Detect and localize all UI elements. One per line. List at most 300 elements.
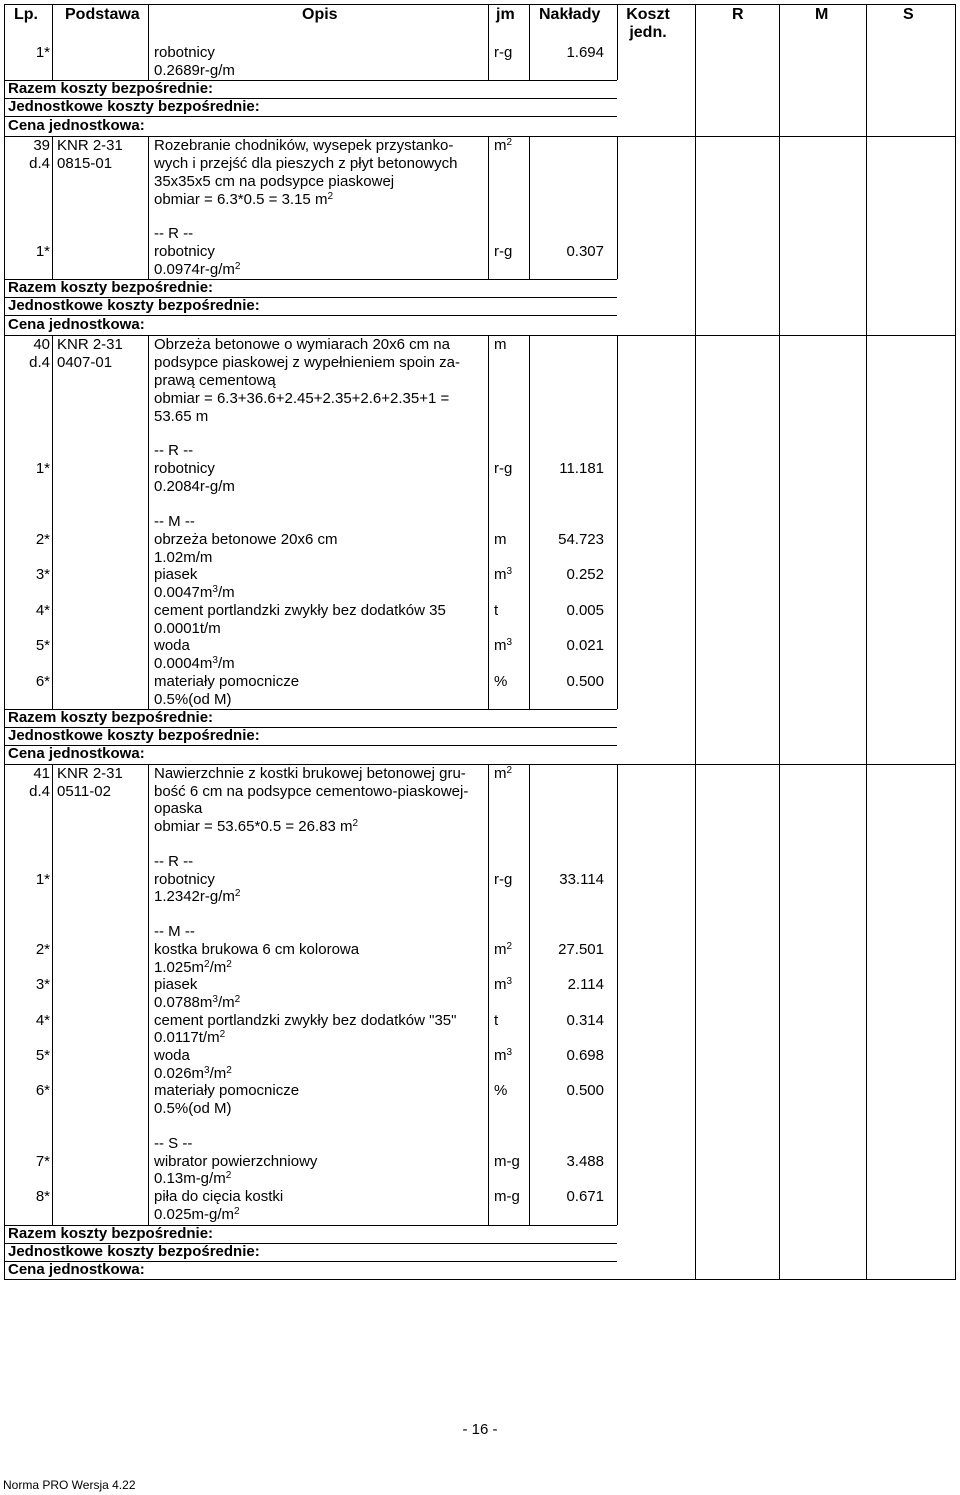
- naklady-value: 0.698: [566, 1047, 604, 1064]
- row-opis: [154, 225, 193, 243]
- page-number: - 16 -: [462, 1421, 498, 1438]
- row-opis: [154, 941, 359, 959]
- opis-text: Obrzeża betonowe o wymiarach 20x6 cm na: [154, 336, 450, 353]
- opis-text: 0.0001t/m: [154, 620, 221, 637]
- summary-label: [8, 709, 213, 727]
- opis-text: Rozebranie chodników, wysepek przystanko-: [154, 137, 454, 154]
- opis-tail: /m: [209, 959, 227, 976]
- row-lp: [4, 941, 50, 959]
- opis-text: 1.2342r-g/m: [154, 888, 235, 905]
- lp-text: 2*: [35, 531, 50, 548]
- row-jm: [494, 44, 512, 62]
- row-jm: [494, 1188, 520, 1206]
- row-opis: [154, 976, 197, 994]
- opis-text: wibrator powierzchniowy: [154, 1153, 318, 1170]
- jm-text: m: [494, 941, 507, 958]
- row-lp: [4, 336, 50, 354]
- grid-line: [617, 136, 618, 279]
- row-opis: [154, 923, 195, 941]
- summary-label: [8, 745, 145, 763]
- naklady-value: 0.252: [566, 566, 604, 583]
- row-jm: [494, 1047, 512, 1065]
- naklady-value: 0.307: [566, 243, 604, 260]
- opis-text: 35x35x5 cm na podsypce piaskowej: [154, 173, 395, 190]
- summary-text: Razem koszty bezpośrednie:: [8, 279, 214, 296]
- opis-text: robotnicy: [154, 871, 215, 888]
- jm-superscript: 2: [506, 941, 513, 952]
- opis-superscript: 2: [234, 888, 241, 899]
- opis-text: opaska: [154, 800, 203, 817]
- opis-text: 0.0117t/m: [154, 1029, 220, 1046]
- podstawa-text: KNR 2-31: [57, 336, 123, 353]
- row-lp: [4, 637, 50, 655]
- row-naklady: [530, 1047, 604, 1065]
- header-m: M: [815, 6, 829, 23]
- opis-superscript: 2: [234, 261, 241, 272]
- opis-text: 0.5%(od M): [154, 691, 232, 708]
- row-opis: [154, 959, 232, 977]
- opis-text: robotnicy: [154, 243, 215, 260]
- opis-text: 0.026m: [154, 1065, 205, 1082]
- summary-label: [8, 1261, 145, 1279]
- row-jm: [494, 871, 512, 889]
- summary-label: [8, 1225, 213, 1243]
- jm-superscript: 3: [506, 566, 513, 577]
- row-opis: [154, 261, 240, 279]
- row-lp: [4, 765, 50, 783]
- opis-superscript: 2: [234, 994, 241, 1005]
- row-jm: [494, 1082, 507, 1100]
- row-podstawa: [57, 336, 123, 354]
- lp-text: 5*: [35, 1047, 50, 1064]
- row-podstawa: [57, 137, 123, 155]
- grid-line: [529, 4, 530, 80]
- row-opis: [154, 637, 190, 655]
- row-opis: [154, 1100, 232, 1118]
- header-podstawa: Podstawa: [65, 6, 140, 23]
- summary-text: Cena jednostkowa:: [8, 117, 145, 134]
- summary-label: [8, 297, 260, 315]
- lp-text: 6*: [35, 1082, 50, 1099]
- row-jm: [494, 460, 512, 478]
- row-opis: [154, 1012, 456, 1030]
- row-naklady: [530, 673, 604, 691]
- row-jm: [494, 673, 507, 691]
- opis-text: 0.5%(od M): [154, 1100, 232, 1117]
- row-naklady: [530, 531, 604, 549]
- opis-superscript: 2: [204, 959, 210, 970]
- row-lp: [4, 531, 50, 549]
- row-naklady: [530, 243, 604, 261]
- grid-line: [148, 136, 149, 279]
- summary-text: Razem koszty bezpośrednie:: [8, 709, 214, 726]
- lp-text: d.4: [29, 354, 50, 371]
- row-opis: [154, 173, 394, 191]
- naklady-value: 54.723: [558, 531, 604, 548]
- row-lp: [4, 1047, 50, 1065]
- row-podstawa: [57, 765, 123, 783]
- row-naklady: [530, 1153, 604, 1171]
- opis-text: 0.13m-g/m: [154, 1170, 226, 1187]
- opis-text: robotnicy: [154, 460, 215, 477]
- lp-text: 8*: [35, 1188, 50, 1205]
- header-opis: Opis: [302, 6, 338, 23]
- jm-text: m: [494, 531, 507, 548]
- row-jm: [494, 1012, 498, 1030]
- row-opis: [154, 1153, 317, 1171]
- lp-text: 1*: [35, 871, 50, 888]
- opis-text: -- R --: [154, 225, 194, 242]
- row-opis: [154, 620, 221, 638]
- row-opis: [154, 531, 337, 549]
- lp-text: 5*: [35, 637, 50, 654]
- row-opis: [154, 871, 215, 889]
- naklady-value: 0.005: [566, 602, 604, 619]
- row-naklady: [530, 1082, 604, 1100]
- opis-superscript: 2: [225, 1170, 232, 1181]
- row-opis: [154, 390, 449, 408]
- opis-superscript: 2: [226, 1065, 232, 1076]
- summary-text: Jednostkowe koszty bezpośrednie:: [8, 297, 260, 314]
- opis-superscript: 2: [327, 191, 333, 202]
- summary-label: [8, 1243, 260, 1261]
- podstawa-text: KNR 2-31: [57, 137, 123, 154]
- opis-superscript: 2: [234, 1206, 240, 1217]
- opis-text: prawą cementową: [154, 372, 276, 389]
- summary-text: Jednostkowe koszty bezpośrednie:: [8, 98, 260, 115]
- row-lp: [4, 976, 50, 994]
- jm-text: t: [494, 1012, 499, 1029]
- row-jm: [494, 941, 512, 959]
- row-opis: [154, 1206, 240, 1224]
- naklady-value: 0.021: [566, 637, 604, 654]
- opis-text: 53.65 m: [154, 408, 209, 425]
- jm-text: r-g: [494, 871, 513, 888]
- opis-text: robotnicy: [154, 44, 215, 61]
- opis-text: bość 6 cm na podsypce cementowo-piaskowej-: [154, 783, 469, 800]
- row-lp: [4, 566, 50, 584]
- jm-text: m: [494, 765, 507, 782]
- jm-superscript: 3: [506, 637, 513, 648]
- lp-text: 3*: [35, 566, 50, 583]
- grid-line: [148, 4, 149, 80]
- summary-text: Cena jednostkowa:: [8, 316, 145, 333]
- lp-text: 1*: [35, 460, 50, 477]
- header-jm: jm: [496, 6, 515, 23]
- jm-text: m-g: [494, 1153, 520, 1170]
- summary-label: [8, 98, 260, 116]
- opis-text: materiały pomocnicze: [154, 673, 300, 690]
- header-r: R: [732, 6, 744, 23]
- opis-tail: /m: [209, 1065, 227, 1082]
- lp-text: 6*: [35, 673, 50, 690]
- grid-line: [866, 4, 867, 1279]
- opis-text: 0.2084r-g/m: [154, 478, 235, 495]
- naklady-value: 2.114: [567, 976, 604, 993]
- podstawa-text: 0815-01: [57, 155, 113, 172]
- row-opis: [154, 1047, 190, 1065]
- jm-text: r-g: [494, 44, 513, 61]
- summary-text: Jednostkowe koszty bezpośrednie:: [8, 1243, 260, 1260]
- header-s: S: [903, 6, 914, 23]
- grid-line: [488, 136, 489, 279]
- row-opis: [154, 1135, 192, 1153]
- row-jm: [494, 765, 512, 783]
- opis-text: piasek: [154, 566, 198, 583]
- opis-superscript: 3: [212, 655, 218, 666]
- row-lp: [4, 1188, 50, 1206]
- grid-line: [488, 335, 489, 709]
- row-opis: [154, 818, 358, 836]
- row-opis: [154, 513, 195, 531]
- opis-text: -- R --: [154, 442, 194, 459]
- jm-text: m: [494, 637, 507, 654]
- row-lp: [4, 155, 50, 173]
- opis-superscript: 3: [212, 584, 218, 595]
- grid-line: [617, 335, 618, 709]
- row-lp: [4, 137, 50, 155]
- row-lp: [4, 1012, 50, 1030]
- row-lp: [4, 460, 50, 478]
- jm-text: m: [494, 976, 507, 993]
- naklady-value: 0.500: [566, 673, 604, 690]
- row-lp: [4, 1153, 50, 1171]
- row-lp: [4, 243, 50, 261]
- opis-text: -- S --: [154, 1135, 193, 1152]
- row-podstawa: [57, 354, 112, 372]
- row-opis: [154, 1065, 232, 1083]
- grid-line: [4, 4, 956, 5]
- jm-text: t: [494, 602, 499, 619]
- podstawa-text: KNR 2-31: [57, 765, 123, 782]
- opis-text: -- M --: [154, 513, 195, 530]
- lp-text: 1*: [35, 44, 50, 61]
- row-opis: [154, 1170, 231, 1188]
- lp-text: 4*: [35, 602, 50, 619]
- grid-line: [4, 1279, 956, 1280]
- lp-text: 40: [33, 336, 50, 353]
- grid-line: [52, 335, 53, 709]
- lp-text: 4*: [35, 1012, 50, 1029]
- opis-text: obmiar = 6.3*0.5 = 3.15 m: [154, 191, 328, 208]
- row-jm: [494, 566, 512, 584]
- lp-text: 39: [33, 137, 50, 154]
- row-opis: [154, 691, 232, 709]
- opis-text: cement portlandzki zwykły bez dodatków 35: [154, 602, 446, 619]
- summary-label: [8, 117, 145, 135]
- summary-label: [8, 80, 213, 98]
- row-opis: [154, 783, 468, 801]
- opis-superscript: 3: [212, 994, 218, 1005]
- opis-text: obrzeża betonowe 20x6 cm: [154, 531, 338, 548]
- header-lp: Lp.: [14, 6, 38, 23]
- row-opis: [154, 1188, 283, 1206]
- opis-text: -- M --: [154, 923, 195, 940]
- grid-line: [695, 4, 696, 1279]
- opis-text: 1.025m: [154, 959, 205, 976]
- lp-text: d.4: [29, 783, 50, 800]
- podstawa-text: 0407-01: [57, 354, 113, 371]
- row-lp: [4, 354, 50, 372]
- opis-tail: /m: [217, 655, 235, 672]
- grid-line: [52, 4, 53, 80]
- opis-superscript: 2: [226, 959, 232, 970]
- row-opis: [154, 800, 202, 818]
- summary-label: [8, 727, 260, 745]
- grid-line: [617, 764, 618, 1225]
- row-opis: [154, 372, 276, 390]
- row-podstawa: [57, 783, 111, 801]
- row-opis: [154, 655, 235, 673]
- jm-text: r-g: [494, 243, 513, 260]
- opis-text: piasek: [154, 976, 198, 993]
- opis-text: wych i przejść dla pieszych z płyt betonowych: [154, 155, 458, 172]
- grid-line: [779, 4, 780, 1279]
- row-naklady: [530, 460, 604, 478]
- summary-label: [8, 316, 145, 334]
- jm-superscript: 2: [506, 137, 513, 148]
- row-naklady: [530, 566, 604, 584]
- row-opis: [154, 478, 235, 496]
- jm-text: r-g: [494, 460, 513, 477]
- grid-line: [617, 136, 956, 137]
- opis-text: 0.0004m: [154, 655, 213, 672]
- grid-line: [488, 764, 489, 1225]
- naklady-value: 1.694: [566, 44, 604, 61]
- grid-line: [488, 4, 489, 80]
- row-opis: [154, 602, 446, 620]
- row-opis: [154, 549, 212, 567]
- row-naklady: [530, 602, 604, 620]
- jm-text: m-g: [494, 1188, 520, 1205]
- row-jm: [494, 602, 498, 620]
- row-jm: [494, 137, 512, 155]
- opis-text: kostka brukowa 6 cm kolorowa: [154, 941, 360, 958]
- row-naklady: [530, 976, 604, 994]
- opis-tail: /m: [217, 584, 235, 601]
- row-opis: [154, 460, 215, 478]
- opis-text: obmiar = 6.3+36.6+2.45+2.35+2.6+2.35+1 =: [154, 390, 450, 407]
- row-naklady: [530, 637, 604, 655]
- jm-text: %: [494, 1082, 508, 1099]
- row-opis: [154, 994, 240, 1012]
- row-naklady: [530, 44, 604, 62]
- row-opis: [154, 336, 450, 354]
- header-koszt: Koszt: [626, 6, 670, 23]
- row-naklady: [530, 1012, 604, 1030]
- jm-text: m: [494, 336, 507, 353]
- footer-version: Norma PRO Wersja 4.22: [3, 1478, 136, 1492]
- row-opis: [154, 566, 197, 584]
- opis-text: -- R --: [154, 853, 194, 870]
- jm-superscript: 2: [506, 765, 513, 776]
- row-opis: [154, 243, 215, 261]
- row-opis: [154, 191, 333, 209]
- row-naklady: [530, 871, 604, 889]
- lp-text: 3*: [35, 976, 50, 993]
- opis-text: piła do cięcia kostki: [154, 1188, 284, 1205]
- naklady-value: 27.501: [558, 941, 604, 958]
- grid-line: [148, 335, 149, 709]
- opis-superscript: 3: [204, 1065, 210, 1076]
- grid-line: [955, 4, 956, 1279]
- opis-text: woda: [154, 637, 190, 654]
- naklady-value: 11.181: [559, 460, 604, 477]
- row-opis: [154, 44, 215, 62]
- opis-text: podsypce piaskowej z wypełnieniem spoin za-: [154, 354, 460, 371]
- summary-text: Jednostkowe koszty bezpośrednie:: [8, 727, 260, 744]
- opis-text: 0.0974r-g/m: [154, 261, 235, 278]
- opis-text: 0.2689r-g/m: [154, 62, 235, 79]
- jm-text: m: [494, 1047, 507, 1064]
- naklady-value: 3.488: [566, 1153, 604, 1170]
- row-lp: [4, 871, 50, 889]
- row-opis: [154, 155, 457, 173]
- lp-text: d.4: [29, 155, 50, 172]
- opis-text: Nawierzchnie z kostki brukowej betonowej gru-: [154, 765, 466, 782]
- row-jm: [494, 336, 507, 354]
- opis-text: materiały pomocnicze: [154, 1082, 300, 1099]
- jm-text: %: [494, 673, 508, 690]
- grid-line: [148, 764, 149, 1225]
- row-opis: [154, 853, 193, 871]
- header-koszt-jedn: jedn.: [629, 24, 667, 41]
- naklady-value: 0.314: [566, 1012, 604, 1029]
- row-jm: [494, 243, 512, 261]
- opis-text: cement portlandzki zwykły bez dodatków "35": [154, 1012, 457, 1029]
- row-opis: [154, 673, 299, 691]
- grid-line: [617, 335, 956, 336]
- opis-superscript: 2: [219, 1029, 226, 1040]
- row-lp: [4, 44, 50, 62]
- row-opis: [154, 1029, 225, 1047]
- opis-text: woda: [154, 1047, 190, 1064]
- jm-superscript: 3: [506, 976, 513, 987]
- row-opis: [154, 354, 460, 372]
- row-opis: [154, 765, 466, 783]
- opis-text: 0.025m-g/m: [154, 1206, 235, 1223]
- row-lp: [4, 783, 50, 801]
- grid-line: [52, 764, 53, 1225]
- opis-text: 1.02m/m: [154, 549, 213, 566]
- row-lp: [4, 602, 50, 620]
- naklady-value: 33.114: [559, 871, 604, 888]
- summary-text: Cena jednostkowa:: [8, 745, 145, 762]
- grid-line: [617, 764, 956, 765]
- summary-label: [8, 279, 213, 297]
- opis-tail: /m: [217, 994, 235, 1011]
- row-jm: [494, 531, 507, 549]
- lp-text: 1*: [35, 243, 50, 260]
- grid-line: [617, 4, 618, 80]
- lp-text: 2*: [35, 941, 50, 958]
- naklady-value: 0.671: [566, 1188, 604, 1205]
- summary-text: Razem koszty bezpośrednie:: [8, 80, 214, 97]
- row-opis: [154, 137, 453, 155]
- summary-text: Razem koszty bezpośrednie:: [8, 1225, 214, 1242]
- podstawa-text: 0511-02: [57, 783, 111, 800]
- row-naklady: [530, 941, 604, 959]
- jm-text: m: [494, 566, 507, 583]
- summary-text: Cena jednostkowa:: [8, 1261, 145, 1278]
- row-podstawa: [57, 155, 112, 173]
- row-opis: [154, 408, 208, 426]
- row-jm: [494, 976, 512, 994]
- row-naklady: [530, 1188, 604, 1206]
- row-lp: [4, 673, 50, 691]
- row-opis: [154, 1082, 299, 1100]
- lp-text: 7*: [35, 1153, 50, 1170]
